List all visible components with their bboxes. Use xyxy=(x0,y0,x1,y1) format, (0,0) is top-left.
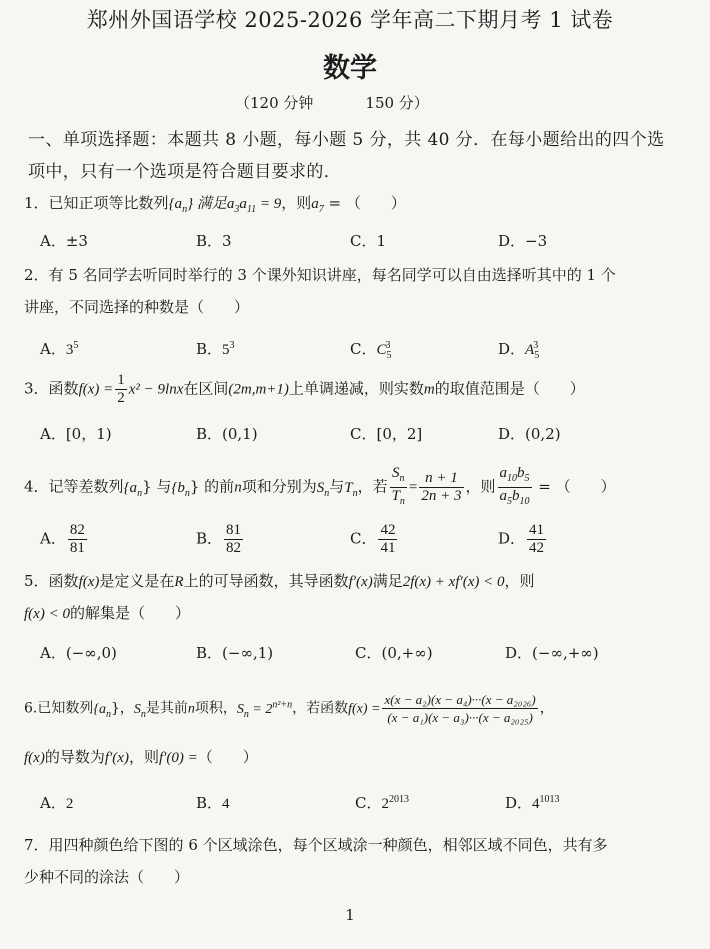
question-number: 3． xyxy=(24,379,49,398)
option-c: C．$2^{2013}$ xyxy=(355,794,409,812)
option-c: C．(0,+∞) xyxy=(355,644,433,662)
question-number: 6. xyxy=(24,700,38,717)
question-text: 有 5 名同学去听同时举行的 3 个课外知识讲座，每名同学可以自由选择听其中的 1 个 xyxy=(48,266,616,284)
math-expr: $a_7$ xyxy=(311,196,324,215)
option-d: D． $\frac{41}{42}$ xyxy=(498,522,545,556)
option-b: B．4 xyxy=(196,794,230,812)
option-a: A．(−∞,0) xyxy=(40,644,117,662)
fraction: $\frac{\text{x(x − a₂)(x − a₄)···(x − a₂₀₂₆)}}{\text{(x − a₁)(x − a₃)···(x − a₂₀₂₅)}}$ xyxy=(384,692,536,726)
option-d: D．(−∞,+∞) xyxy=(505,644,599,662)
option-b: B．(0,1) xyxy=(196,425,258,443)
question-5-line-2: f(x) < 0的解集是（ ） xyxy=(24,604,190,622)
option-d: D．$4^{1013}$ xyxy=(505,794,560,812)
option-b: B．(−∞,1) xyxy=(196,644,274,662)
option-b: B．3 xyxy=(196,232,232,250)
option-c: C．1 xyxy=(350,232,387,250)
math-expr: x² − 9lnx xyxy=(128,381,184,398)
exam-title: 郑州外国语学校 2025-2026 学年高二下期月考 1 试卷 xyxy=(86,8,614,32)
option-d: D．−3 xyxy=(498,232,548,250)
question-number: 4． xyxy=(24,477,49,496)
question-1: 1．已知正项等比数列$\{a_n\}$ 满足$a_3a_{11} = 9$，则$a_7$ = （ ） xyxy=(24,194,406,215)
question-3: 3．函数f(x) = $\frac{1}{2}$ x² − 9lnx在区间(2m,m+1)上单调递减，则实数m的取值范围是（ ） xyxy=(24,372,585,406)
section1-instructions: 一、单项选择题：本题共 8 小题，每小题 5 分，共 40 分．在每小题给出的四个选项中，只有一个选项是符合题目要求的． xyxy=(28,130,665,182)
subject-title: 数学 xyxy=(323,53,377,84)
question-number: 5． xyxy=(24,572,49,590)
option-c: C．$C_5^3$ xyxy=(350,340,392,361)
option-d: D．(0,2) xyxy=(498,425,561,443)
fraction: $\frac{S_n}{T_n}$ xyxy=(391,465,405,507)
question-2 xyxy=(24,260,616,290)
question-4: 4．记等差数列$\{a_n\}$ 与$\{b_n\}$ 的前n项和分别为$S_n$与$T_n$，若 $\frac{S_n}{T_n}$ = $\frac{n + 1}{2n + 3}$ ，则 $\frac{a_{10}b_5}{a_5b_{10}}$ = （ ） xyxy=(24,465,616,510)
math-expr: f(x) = xyxy=(78,381,114,398)
math-expr: (2m,m+1) xyxy=(228,381,289,398)
question-7-line-2: 少种不同的涂法（ ） xyxy=(24,868,190,886)
fraction: $\frac{a_{10}b_5}{a_5b_{10}}$ xyxy=(499,465,530,507)
question-number: 1． xyxy=(24,194,49,212)
fraction: $\frac{1}{2}$ xyxy=(117,372,125,406)
question-2-line-2: 讲座，不同选择的种数是（ ） xyxy=(24,298,250,316)
question-text: 已知正项等比数列 xyxy=(48,194,169,212)
exam-duration-score xyxy=(235,92,481,113)
page-number: 1 xyxy=(345,906,355,924)
math-expr: $\{a_n\}$ 满足$a_3a_{11} = 9$ xyxy=(168,196,282,215)
question-5: 5．函数f(x)是定义是在R上的可导函数，其导函数f′(x)满足2f(x) + xf′(x) < 0，则 xyxy=(24,572,535,590)
option-c: C．[0，2] xyxy=(350,425,423,443)
exam-time: （120 分钟 xyxy=(235,94,314,112)
option-c: C． $\frac{42}{41}$ xyxy=(350,522,396,556)
question-6-line-2: f(x)的导数为f′(x)，则f′(0) =（ ） xyxy=(24,748,258,766)
option-b: B．$5^3$ xyxy=(196,340,235,358)
question-number: 2． xyxy=(24,266,49,284)
option-a: A．$3^5$ xyxy=(40,340,79,358)
fraction: $\frac{n + 1}{2n + 3}$ xyxy=(421,470,462,504)
option-a: A．±3 xyxy=(40,232,88,250)
option-b: B． $\frac{81}{82}$ xyxy=(196,522,242,556)
exam-score: 150 分） xyxy=(365,94,429,112)
option-a: A． $\frac{82}{81}$ xyxy=(40,522,85,556)
option-d: D．$A_5^3$ xyxy=(498,340,540,361)
question-6: 6.已知数列$\{a_n\}$，$S_n$是其前n项积，$S_n = 2^{n^2+n}$，若函数f(x) = $\frac{\text{x(x − a₂)(x − a₄)···(x − a₂₀₂₆)}}{\text{(x − a₁)(x − a₃)···(x − a₂₀₂₅)}}$ ， xyxy=(24,692,554,726)
question-7: 7．用四种颜色给下图的 6 个区域涂色，每个区域涂一种颜色，相邻区域不同色，共有多 xyxy=(24,836,608,854)
option-a: A．[0，1) xyxy=(40,425,112,443)
option-a: A．2 xyxy=(40,794,74,812)
question-number: 7． xyxy=(24,836,49,854)
